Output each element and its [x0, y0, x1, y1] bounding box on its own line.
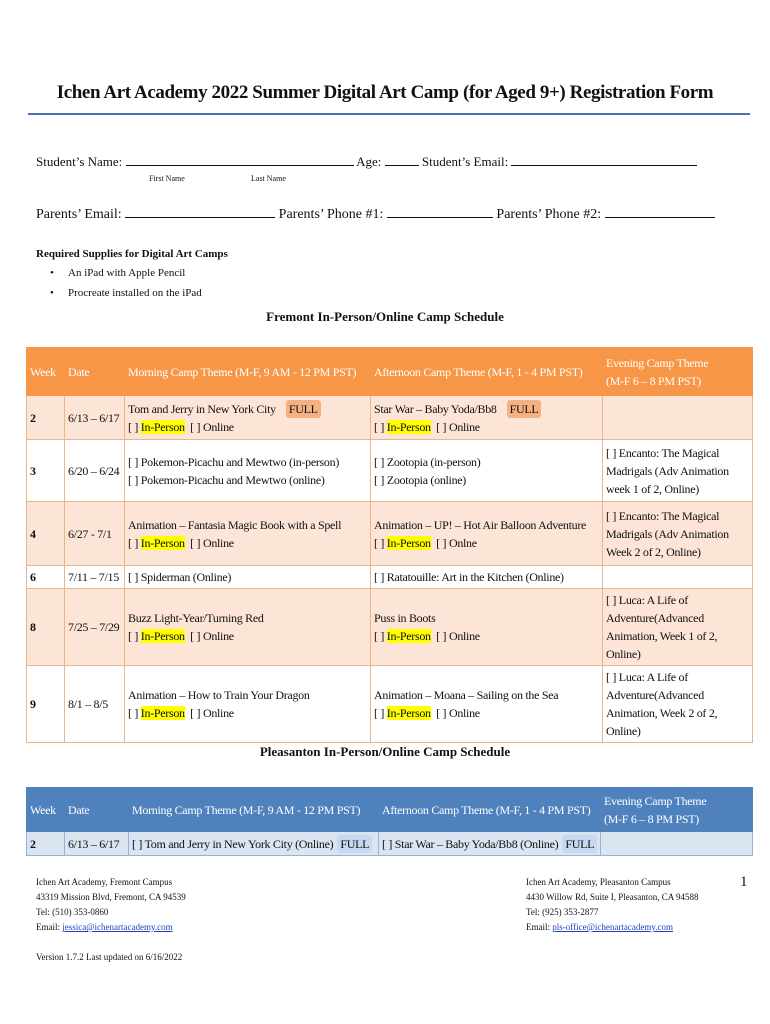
header-morning: Morning Camp Theme (M-F, 9 AM - 12 PM PST) [125, 348, 371, 396]
morning-camp-cell[interactable]: [ ] Spiderman (Online) [125, 566, 371, 589]
morning-camp-cell: Animation – Fantasia Magic Book with a Spell [ ] In-Person [ ] Online [125, 502, 371, 566]
header-date: Date [65, 348, 125, 396]
table-header-row [27, 348, 753, 396]
header-week: Week [27, 348, 65, 396]
header-morning: Morning Camp Theme (M-F, 9 AM - 12 PM PST) [129, 788, 379, 832]
header-evening: Evening Camp Theme (M-F 6 – 8 PM PST) [603, 348, 753, 396]
pleasanton-schedule-table [26, 787, 753, 856]
checkbox[interactable]: [ ] Online [184, 629, 234, 643]
morning-camp-cell: Buzz Light-Year/Turning Red [ ] In-Person [ ] Online [125, 589, 371, 666]
parents-email-label: Parents’ Email: [36, 207, 122, 222]
fremont-email-link[interactable]: jessica@ichenartacademy.com [62, 922, 173, 932]
checkbox[interactable]: [ ] Onlne [430, 535, 477, 550]
evening-camp-cell [601, 832, 753, 856]
last-name-caption: Last Name [251, 174, 286, 183]
evening-camp-cell[interactable]: [ ] Luca: A Life of Adventure(Advanced Animation, Week 2 of 2, Online) [603, 666, 753, 743]
full-badge: FULL [562, 835, 597, 853]
table-row: 2 6/13 – 6/17 [ ] Tom and Jerry in New York City (Online) FULL [ ] Star War – Baby Yoda/Bb8 (Online) FULL [27, 832, 753, 856]
checkbox[interactable]: [ ] [374, 419, 387, 434]
evening-camp-cell[interactable]: [ ] Encanto: The Magical Madrigals (Adv Animation week 1 of 2, Online) [603, 440, 753, 502]
checkbox[interactable]: [ ] [128, 419, 141, 434]
parents-info-row [36, 205, 715, 223]
first-name-caption: First Name [149, 174, 185, 183]
afternoon-camp-cell: Star War – Baby Yoda/Bb8 FULL [ ] In-Person [ ] Online [371, 396, 603, 440]
student-name-field[interactable] [126, 153, 354, 166]
checkbox[interactable]: [ ] Online [430, 419, 480, 434]
table-row: 8 7/25 – 7/29 Buzz Light-Year/Turning Red [ ] In-Person [ ] Online Puss in Boots [ ] In-Person [ ] Online [ ] Luca: A Life of Adventure(Advanced Animation, Week 1 of 2, Online) [27, 589, 753, 666]
title-divider [28, 113, 750, 115]
supply-item: • An iPad with Apple Pencil [50, 267, 186, 279]
page-number: 1 [740, 874, 748, 890]
pleasanton-email-link[interactable]: pls-office@ichenartacademy.com [552, 922, 673, 932]
student-email-label: Student’s Email: [421, 154, 509, 169]
pleasanton-campus-footer: Ichen Art Academy, Pleasanton Campus 4430 Willow Rd, Suite I, Pleasanton, CA 94588 Tel: (925) 353-2877 Email: pls-office@ichenartacademy.com [526, 877, 699, 932]
student-email-field[interactable] [511, 153, 697, 166]
morning-camp-cell: Tom and Jerry in New York City FULL [ ] In-Person [ ] Online [125, 396, 371, 440]
afternoon-camp-cell: Puss in Boots [ ] In-Person [ ] Online [371, 589, 603, 666]
table-row: 2 6/13 – 6/17 Tom and Jerry in New York City FULL [ ] In-Person [ ] Online Star War – Baby Yoda/Bb8 FULL [ ] In-Person [ ] Online [27, 396, 753, 440]
table-row: 9 8/1 – 8/5 Animation – How to Train Your Dragon [ ] In-Person [ ] Online Animation – Moana – Sailing on the Sea [ ] In-Person [ ] Online [ ] Luca: A Life of Adventure(Advanced Animation, Week 2 of 2, Online) [27, 666, 753, 743]
age-label: Age: [356, 154, 382, 169]
morning-camp-cell[interactable]: [ ] Tom and Jerry in New York City (Online) FULL [129, 832, 379, 856]
version-note: Version 1.7.2 Last updated on 6/16/2022 [36, 952, 183, 962]
full-badge: FULL [507, 400, 542, 418]
fremont-schedule-title: Fremont In-Person/Online Camp Schedule [266, 309, 504, 324]
afternoon-camp-cell[interactable]: [ ] Ratatouille: Art in the Kitchen (Online) [371, 566, 603, 589]
checkbox[interactable]: [ ] [374, 706, 387, 720]
supplies-heading: Required Supplies for Digital Art Camps [36, 248, 228, 260]
supply-item: • Procreate installed on the iPad [50, 287, 202, 299]
full-badge: FULL [286, 400, 321, 418]
parents-phone1-field[interactable] [387, 205, 493, 218]
parents-phone2-label: Parents’ Phone #2: [496, 207, 602, 222]
morning-camp-cell[interactable]: [ ] Pokemon-Picachu and Mewtwo (in-person) [ ] Pokemon-Picachu and Mewtwo (online) [125, 440, 371, 502]
parents-email-field[interactable] [125, 205, 275, 218]
checkbox[interactable]: [ ] [128, 706, 141, 720]
checkbox[interactable]: [ ] [374, 629, 387, 643]
checkbox[interactable]: [ ] Online [430, 629, 480, 643]
checkbox[interactable]: [ ] [374, 535, 387, 550]
student-name-label: Student’s Name: [36, 154, 123, 169]
morning-camp-cell: Animation – How to Train Your Dragon [ ] In-Person [ ] Online [125, 666, 371, 743]
checkbox[interactable]: [ ] Online [184, 419, 234, 434]
evening-camp-cell[interactable]: [ ] Luca: A Life of Adventure(Advanced Animation, Week 1 of 2, Online) [603, 589, 753, 666]
full-badge: FULL [337, 835, 372, 853]
table-header-row [27, 788, 753, 832]
parents-phone1-label: Parents’ Phone #1: [278, 207, 384, 222]
pleasanton-schedule-title: Pleasanton In-Person/Online Camp Schedule [259, 744, 511, 759]
student-info-row [36, 153, 697, 170]
table-row: 3 6/20 – 6/24 [ ] Pokemon-Picachu and Mewtwo (in-person) [ ] Pokemon-Picachu and Mewtwo (online) [ ] Zootopia (in-person) [ ] Zootopia (online) [ ] Encanto: The Magical Madrigals (Adv Animation week 1 of 2, Online) [27, 440, 753, 502]
header-evening: Evening Camp Theme (M-F 6 – 8 PM PST) [601, 788, 753, 832]
evening-camp-cell [603, 396, 753, 440]
checkbox[interactable]: [ ] Online [184, 706, 234, 720]
table-row: 6 7/11 – 7/15 [ ] Spiderman (Online) [ ] Ratatouille: Art in the Kitchen (Online) [27, 566, 753, 589]
age-field[interactable] [385, 153, 419, 166]
checkbox[interactable]: [ ] Online [184, 535, 234, 550]
header-afternoon: Afternoon Camp Theme (M-F, 1 - 4 PM PST) [371, 348, 603, 396]
checkbox[interactable]: [ ] [128, 535, 141, 550]
header-week: Week [27, 788, 65, 832]
header-afternoon: Afternoon Camp Theme (M-F, 1 - 4 PM PST) [379, 788, 601, 832]
afternoon-camp-cell: Animation – Moana – Sailing on the Sea [ ] In-Person [ ] Online [371, 666, 603, 743]
fremont-schedule-table [26, 347, 753, 743]
checkbox[interactable]: [ ] [128, 629, 141, 643]
fremont-campus-footer: Ichen Art Academy, Fremont Campus 43319 Mission Blvd, Fremont, CA 94539 Tel: (510) 353-0860 Email: jessica@ichenartacademy.com [36, 877, 186, 932]
afternoon-camp-cell: Animation – UP! – Hot Air Balloon Adventure [ ] In-Person [ ] Onlne [371, 502, 603, 566]
page-title: Ichen Art Academy 2022 Summer Digital Art Camp (for Aged 9+) Registration Form [56, 82, 714, 103]
checkbox[interactable]: [ ] Online [430, 706, 480, 720]
evening-camp-cell[interactable]: [ ] Encanto: The Magical Madrigals (Adv Animation Week 2 of 2, Online) [603, 502, 753, 566]
afternoon-camp-cell[interactable]: [ ] Star War – Baby Yoda/Bb8 (Online) FULL [379, 832, 601, 856]
evening-camp-cell [603, 566, 753, 589]
header-date: Date [65, 788, 129, 832]
afternoon-camp-cell[interactable]: [ ] Zootopia (in-person) [ ] Zootopia (online) [371, 440, 603, 502]
parents-phone2-field[interactable] [605, 205, 715, 218]
table-row: 4 6/27 - 7/1 Animation – Fantasia Magic Book with a Spell [ ] In-Person [ ] Online Animation – UP! – Hot Air Balloon Adventure [ ] In-Person [ ] Onlne [ ] Encanto: The Magical Madrigals (Adv Animation Week 2 of 2, Online) [27, 502, 753, 566]
